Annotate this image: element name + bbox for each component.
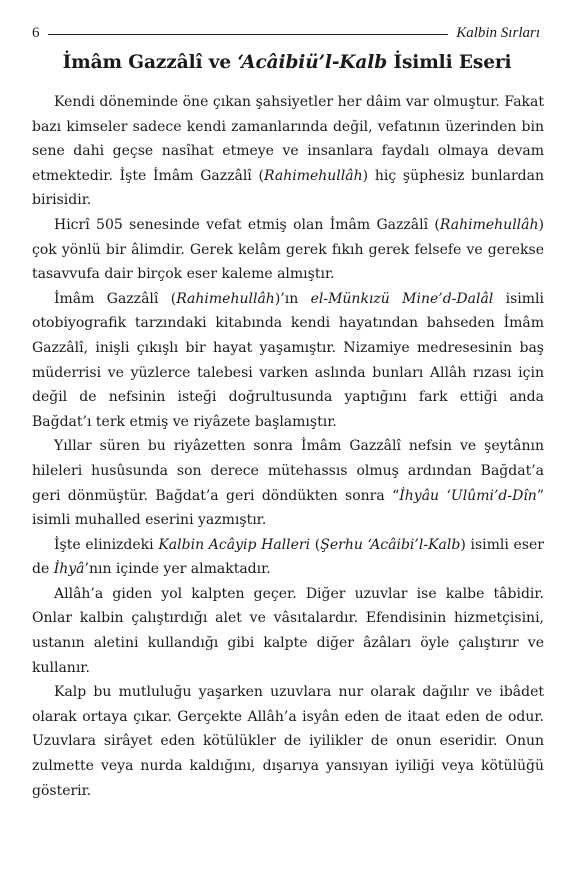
page-number: 6 (32, 24, 40, 41)
section-title-part1: İmâm Gazzâlî ve (62, 52, 238, 73)
running-header (32, 22, 540, 44)
header-rule (48, 34, 449, 35)
paragraph-text: ) çok yönlü bir âlimdir. Gerek kelâm gerek fıkıh gerek felsefe ve gerekse tasavvufa dair birçok eser kaleme almıştır. (32, 216, 544, 283)
paragraph-text: İmâm Gazzâlî ( (54, 290, 177, 307)
paragraph-italic: İhyâu ‘Ulûmi’d-Dîn (399, 487, 537, 504)
paragraph-3 (32, 287, 544, 435)
paragraph-text: Allâh’a giden yol kalpten geçer. Diğer uzuvlar ise kalbe tâbidir. Onlar kalbin çalıştırdığı alet ve vâsıtalardır. Efendisinin hizmetçisini, ustanın aletini kullandığı gibi kalpte diğer âzâları öyle çalıştırır ve kullanır. (32, 585, 544, 676)
body-text (32, 90, 544, 803)
paragraph-text: Hicrî 505 senesinde vefat etmiş olan İmâm Gazzâlî ( (54, 216, 440, 233)
section-title (26, 52, 548, 73)
paragraph-text: ) isimli eser de (32, 536, 544, 578)
paragraph-italic: Rahimehullâh (176, 290, 275, 307)
running-title: Kalbin Sırları (456, 24, 540, 41)
paragraph-text: ” isimli muhalled eserini yazmıştır. (32, 487, 544, 529)
paragraph-italic: Şerhu ‘Acâibi’l-Kalb (320, 536, 461, 553)
paragraph-text: ) hiç şüphesiz bunlardan birisidir. (32, 167, 544, 209)
paragraph-italic: el-Münkızü Mine’d-Dalâl (310, 290, 494, 307)
paragraph-italic: Kalbin Acâyip Halleri (158, 536, 311, 553)
paragraph-4 (32, 434, 544, 532)
paragraph-7 (32, 680, 544, 803)
paragraph-text: ( (310, 536, 321, 553)
paragraph-6 (32, 582, 544, 680)
paragraph-text: ’nın içinde yer almaktadır. (84, 561, 271, 578)
paragraph-2 (32, 213, 544, 287)
paragraph-italic: İhyâ (53, 561, 85, 578)
paragraph-1 (32, 90, 544, 213)
paragraph-italic: Rahimehullâh (264, 167, 363, 184)
paragraph-text: İşte elinizdeki (54, 536, 159, 553)
section-title-part3: İsimli Eseri (387, 52, 512, 73)
paragraph-text: Kalp bu mutluluğu yaşarken uzuvlara nur olarak dağılır ve ibâdet olarak ortaya çıkar. Gerçekte Allâh’a isyân eden de itaat eden de odur. Uzuvlara sirâyet eden kötülükler de iyilikler de onun eseridir. Onun zulmette veya nurda kaldığını, dışarıya yansıyan iyiliği veya kötülüğü gösterir. (32, 684, 544, 799)
paragraph-5 (32, 533, 544, 582)
paragraph-text: isimli otobiyografik tarzındaki kitabında kendi hayatından bahseden İmâm Gazzâlî, inişli çıkışlı bir hayat yaşamıştır. Nizamiye medresesinin baş müderrisi ve yüzlerce talebesi varken aslında bunları Allâh rızası için değil de nefsinin isteği doğrultusunda yaptığını fark ettiği anda Bağdat’ı terk etmiş ve riyâzete başlamıştır. (32, 290, 545, 430)
section-title-work: ‘Acâibiü’l-Kalb (237, 52, 388, 73)
paragraph-italic: Rahimehullâh (439, 216, 539, 233)
paragraph-text: )’ın (274, 290, 311, 307)
paragraph-text: Yıllar süren bu riyâzetten sonra İmâm Gazzâlî nefsin ve şeytânın hileleri husûsunda son derece mütehassıs olmuş ardından Bağdat’a geri dönmüştür. Bağdat’a geri döndükten sonra “ (32, 438, 544, 504)
paragraph-text: Kendi döneminde öne çıkan şahsiyetler her dâim var olmuştur. Fakat bazı kimseler sadece kendi zamanlarında değil, vefatının üzerinden bin sene dahi geçse nasîhat etmeye ve insanlara faydalı olmaya devam etmektedir. İşte İmâm Gazzâlî ( (32, 94, 544, 184)
